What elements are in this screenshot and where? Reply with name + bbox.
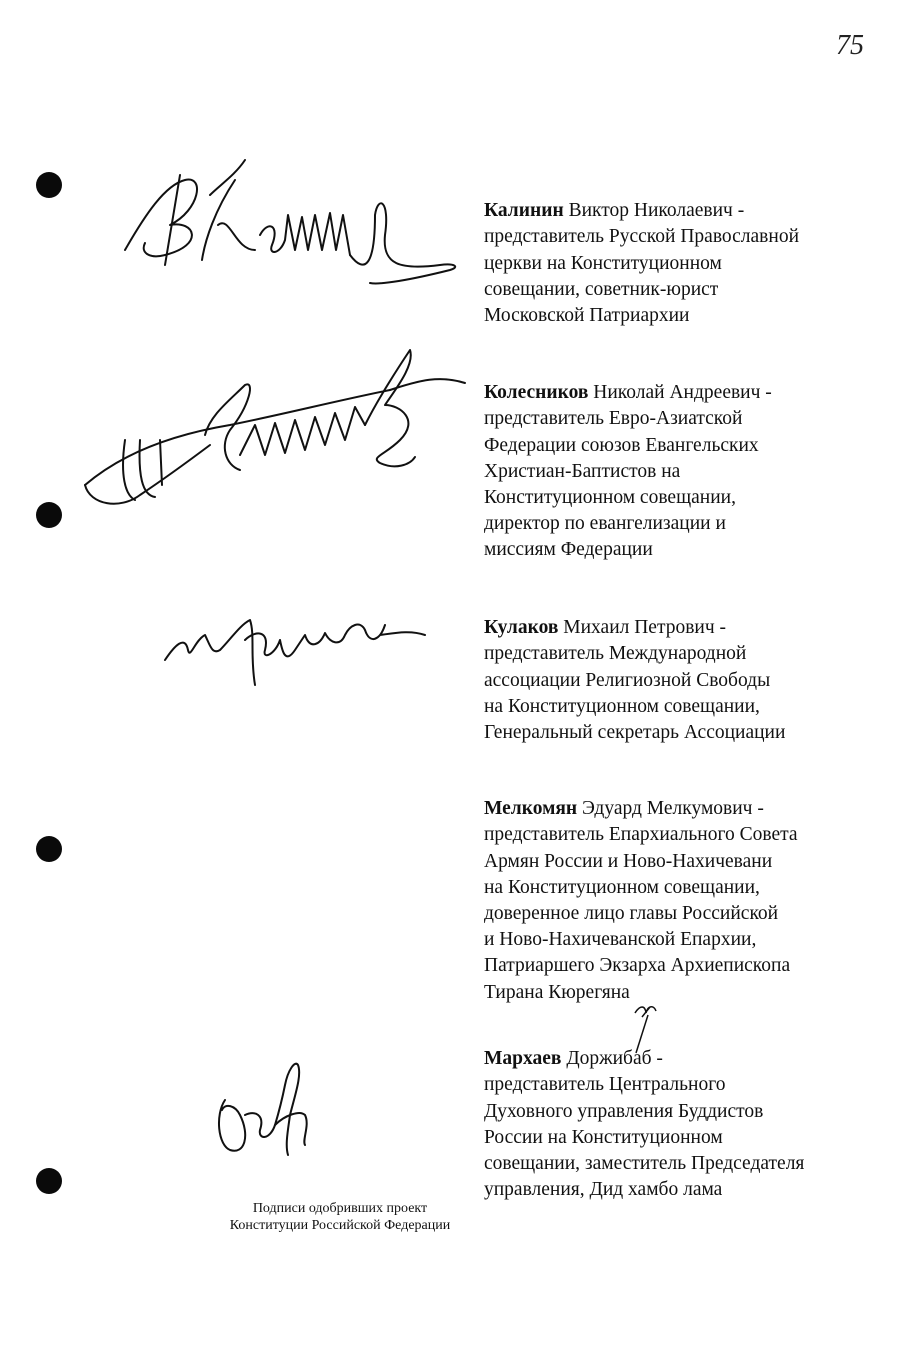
- page-caption: [200, 1200, 480, 1234]
- signatory-description: Николай Андреевич - представитель Евро-Азиатской Федерации союзов Евангельских Христиан-Баптистов на Конституционном совещании, директор по евангелизации и миссиям Федерации: [484, 382, 772, 561]
- signature-kolesnikov: [80, 345, 470, 520]
- page-number: 75: [836, 30, 864, 61]
- signatory-entry: [484, 354, 884, 564]
- signatory-description: Виктор Николаевич - представитель Русской Православной церкви на Конституционном совещании, советник-юрист Московской Патриархии: [484, 200, 800, 327]
- punch-hole: [36, 1168, 62, 1194]
- signatory-description: Эдуард Мелкумович - представитель Епархиального Совета Армян России и Ново-Нахичевани на Конституционном совещании, доверенное лицо главы Российской и Ново-Нахичеванской Епархии, Патриаршего Экзарха Архиепископа Тирана Кюрегяна: [484, 798, 798, 1003]
- punch-hole: [36, 836, 62, 862]
- signatory-description: Доржибаб - представитель Центрального Духовного управления Буддистов России на Конституционном совещании, заместитель Председателя управления, Дид хамбо лама: [484, 1048, 805, 1201]
- signatory-surname: Колесников: [484, 382, 589, 404]
- signatory-entry: [484, 172, 884, 329]
- punch-hole: [36, 502, 62, 528]
- signatory-description: Михаил Петрович - представитель Международной ассоциации Религиозной Свободы на Конституционном совещании, Генеральный секретарь Ассоциации: [484, 617, 786, 744]
- signature-kulakov: [160, 595, 430, 690]
- signature-kalinin: [110, 155, 460, 295]
- signatory-entry: [484, 770, 884, 1006]
- signatory-entry: [484, 589, 884, 746]
- signatory-surname: Кулаков: [484, 617, 559, 639]
- caption-line: Подписи одобривших проект: [252, 1201, 428, 1216]
- caption-line: Конституции Российской Федерации: [229, 1218, 451, 1233]
- signature-markhaev: [210, 1055, 320, 1165]
- signatory-surname: Мархаев: [484, 1048, 562, 1070]
- signatory-entry: [484, 1020, 884, 1203]
- punch-hole: [36, 172, 62, 198]
- signatory-surname: Калинин: [484, 200, 564, 222]
- signatory-surname: Мелкомян: [484, 798, 578, 820]
